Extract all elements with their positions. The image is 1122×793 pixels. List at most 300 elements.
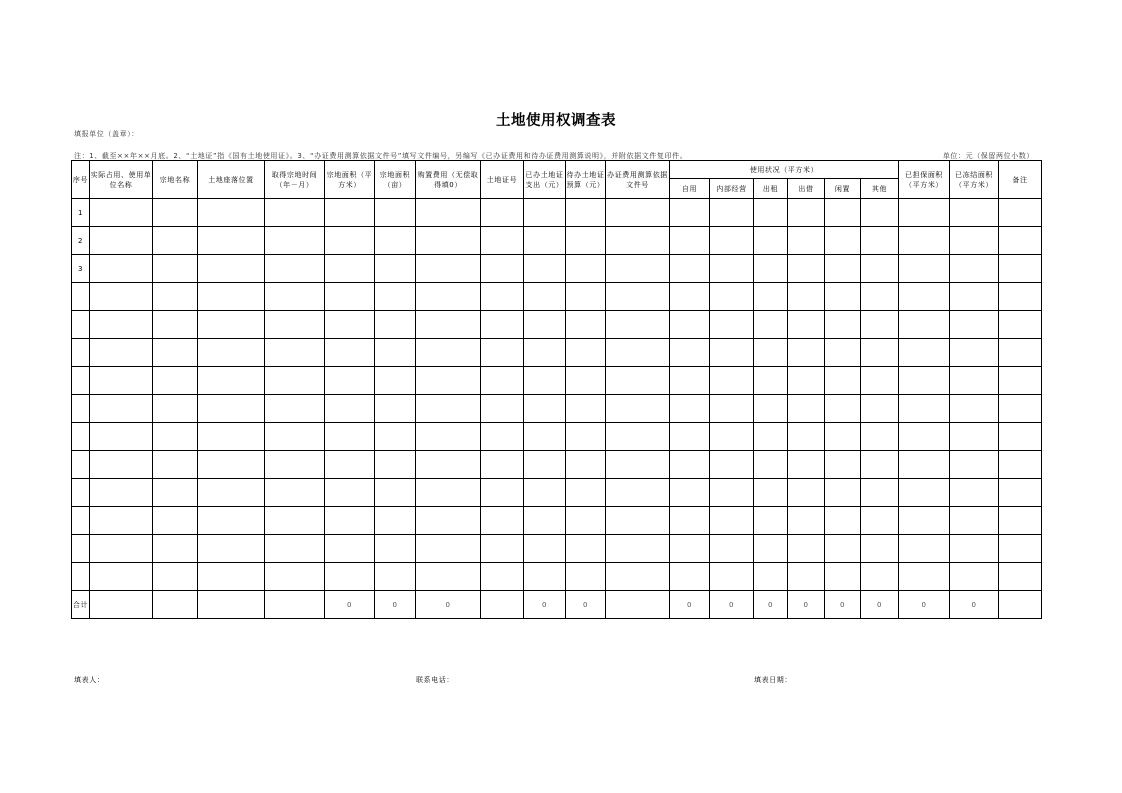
- table-cell[interactable]: [153, 451, 198, 479]
- table-cell[interactable]: [670, 367, 710, 395]
- table-cell[interactable]: [999, 199, 1042, 227]
- row-seq[interactable]: [72, 367, 90, 395]
- table-cell[interactable]: [481, 479, 524, 507]
- table-cell[interactable]: [90, 395, 153, 423]
- table-cell[interactable]: [754, 535, 788, 563]
- table-cell[interactable]: [710, 339, 754, 367]
- table-cell[interactable]: [153, 227, 198, 255]
- table-cell[interactable]: [670, 339, 710, 367]
- table-cell[interactable]: [788, 311, 825, 339]
- table-cell[interactable]: [861, 563, 899, 591]
- table-cell[interactable]: [198, 423, 265, 451]
- table-cell[interactable]: [899, 255, 950, 283]
- table-cell[interactable]: [265, 563, 325, 591]
- table-cell[interactable]: [375, 535, 416, 563]
- table-cell[interactable]: [481, 283, 524, 311]
- table-cell[interactable]: [524, 227, 566, 255]
- table-cell[interactable]: [481, 339, 524, 367]
- table-cell[interactable]: [606, 563, 670, 591]
- table-cell[interactable]: [899, 199, 950, 227]
- table-cell[interactable]: [375, 339, 416, 367]
- row-seq[interactable]: [72, 423, 90, 451]
- table-cell[interactable]: [153, 535, 198, 563]
- table-cell[interactable]: [999, 283, 1042, 311]
- table-cell[interactable]: [710, 227, 754, 255]
- table-cell[interactable]: [375, 479, 416, 507]
- table-cell[interactable]: [899, 395, 950, 423]
- table-cell[interactable]: [999, 535, 1042, 563]
- table-cell[interactable]: [899, 367, 950, 395]
- table-cell[interactable]: [825, 479, 861, 507]
- table-cell[interactable]: [375, 563, 416, 591]
- table-cell[interactable]: [375, 255, 416, 283]
- row-seq[interactable]: [72, 563, 90, 591]
- table-cell[interactable]: [754, 423, 788, 451]
- table-cell[interactable]: [825, 255, 861, 283]
- table-cell[interactable]: [90, 479, 153, 507]
- total-guaranteed[interactable]: 0: [899, 591, 950, 619]
- table-cell[interactable]: [198, 451, 265, 479]
- total-usage-other[interactable]: 0: [861, 591, 899, 619]
- table-cell[interactable]: [670, 451, 710, 479]
- table-cell[interactable]: [861, 451, 899, 479]
- table-cell[interactable]: [481, 535, 524, 563]
- table-cell[interactable]: [899, 227, 950, 255]
- table-cell[interactable]: [325, 423, 375, 451]
- row-seq[interactable]: [72, 507, 90, 535]
- table-cell[interactable]: [566, 395, 606, 423]
- row-seq[interactable]: [72, 451, 90, 479]
- table-cell[interactable]: [566, 283, 606, 311]
- table-cell[interactable]: [899, 563, 950, 591]
- table-cell[interactable]: [861, 311, 899, 339]
- table-cell[interactable]: [325, 199, 375, 227]
- table-cell[interactable]: [754, 227, 788, 255]
- table-cell[interactable]: [153, 311, 198, 339]
- table-cell[interactable]: [416, 199, 481, 227]
- table-cell[interactable]: [861, 507, 899, 535]
- table-cell[interactable]: [265, 199, 325, 227]
- table-cell[interactable]: [950, 535, 999, 563]
- table-cell[interactable]: [606, 479, 670, 507]
- table-cell[interactable]: [325, 311, 375, 339]
- table-cell[interactable]: [861, 367, 899, 395]
- table-cell[interactable]: [788, 395, 825, 423]
- total-purchase-cost[interactable]: 0: [416, 591, 481, 619]
- table-cell[interactable]: [670, 311, 710, 339]
- table-cell[interactable]: [950, 311, 999, 339]
- table-cell[interactable]: [710, 423, 754, 451]
- table-cell[interactable]: [899, 311, 950, 339]
- table-cell[interactable]: [999, 507, 1042, 535]
- table-cell[interactable]: [265, 591, 325, 619]
- table-cell[interactable]: [524, 199, 566, 227]
- table-cell[interactable]: [710, 255, 754, 283]
- table-cell[interactable]: [481, 227, 524, 255]
- table-cell[interactable]: [524, 367, 566, 395]
- table-cell[interactable]: [825, 507, 861, 535]
- table-cell[interactable]: [999, 395, 1042, 423]
- table-cell[interactable]: [710, 283, 754, 311]
- table-cell[interactable]: [825, 227, 861, 255]
- total-usage-self[interactable]: 0: [670, 591, 710, 619]
- table-cell[interactable]: [670, 227, 710, 255]
- table-cell[interactable]: [670, 507, 710, 535]
- table-cell[interactable]: [606, 507, 670, 535]
- table-cell[interactable]: [754, 311, 788, 339]
- table-cell[interactable]: [153, 367, 198, 395]
- table-cell[interactable]: [999, 563, 1042, 591]
- table-cell[interactable]: [606, 423, 670, 451]
- table-cell[interactable]: [999, 591, 1042, 619]
- table-cell[interactable]: [566, 423, 606, 451]
- table-cell[interactable]: [90, 535, 153, 563]
- row-seq[interactable]: [72, 395, 90, 423]
- table-cell[interactable]: [670, 199, 710, 227]
- table-cell[interactable]: [950, 451, 999, 479]
- table-cell[interactable]: [325, 367, 375, 395]
- table-cell[interactable]: [198, 227, 265, 255]
- table-cell[interactable]: [416, 535, 481, 563]
- row-seq[interactable]: 1: [72, 199, 90, 227]
- table-cell[interactable]: [754, 479, 788, 507]
- table-cell[interactable]: [754, 199, 788, 227]
- table-cell[interactable]: [999, 479, 1042, 507]
- table-cell[interactable]: [861, 283, 899, 311]
- table-cell[interactable]: [825, 395, 861, 423]
- table-cell[interactable]: [416, 339, 481, 367]
- table-cell[interactable]: [861, 535, 899, 563]
- table-cell[interactable]: [710, 311, 754, 339]
- table-cell[interactable]: [566, 311, 606, 339]
- table-cell[interactable]: [861, 479, 899, 507]
- table-cell[interactable]: [950, 283, 999, 311]
- table-cell[interactable]: [198, 255, 265, 283]
- table-cell[interactable]: [481, 563, 524, 591]
- table-cell[interactable]: [375, 507, 416, 535]
- table-cell[interactable]: [375, 227, 416, 255]
- table-cell[interactable]: [825, 367, 861, 395]
- table-cell[interactable]: [153, 507, 198, 535]
- table-cell[interactable]: [710, 199, 754, 227]
- table-cell[interactable]: [198, 507, 265, 535]
- table-cell[interactable]: [788, 423, 825, 451]
- total-usage-rent[interactable]: 0: [754, 591, 788, 619]
- table-cell[interactable]: [999, 227, 1042, 255]
- table-cell[interactable]: [710, 451, 754, 479]
- table-cell[interactable]: [566, 451, 606, 479]
- table-cell[interactable]: [90, 283, 153, 311]
- table-cell[interactable]: [899, 283, 950, 311]
- table-cell[interactable]: [265, 395, 325, 423]
- table-cell[interactable]: [198, 591, 265, 619]
- table-cell[interactable]: [416, 255, 481, 283]
- table-cell[interactable]: [416, 423, 481, 451]
- table-cell[interactable]: [861, 227, 899, 255]
- table-cell[interactable]: [416, 479, 481, 507]
- table-cell[interactable]: [265, 227, 325, 255]
- table-cell[interactable]: [999, 423, 1042, 451]
- table-cell[interactable]: [90, 563, 153, 591]
- table-cell[interactable]: [670, 563, 710, 591]
- table-cell[interactable]: [198, 395, 265, 423]
- table-cell[interactable]: [153, 199, 198, 227]
- table-cell[interactable]: [899, 507, 950, 535]
- table-cell[interactable]: [90, 367, 153, 395]
- table-cell[interactable]: [524, 507, 566, 535]
- table-cell[interactable]: [481, 591, 524, 619]
- table-cell[interactable]: [375, 451, 416, 479]
- table-cell[interactable]: [670, 535, 710, 563]
- table-cell[interactable]: [606, 199, 670, 227]
- table-cell[interactable]: [861, 255, 899, 283]
- table-cell[interactable]: [524, 479, 566, 507]
- table-cell[interactable]: [198, 283, 265, 311]
- table-cell[interactable]: [481, 199, 524, 227]
- table-cell[interactable]: [788, 507, 825, 535]
- table-cell[interactable]: [416, 451, 481, 479]
- table-cell[interactable]: [670, 395, 710, 423]
- table-cell[interactable]: [606, 367, 670, 395]
- table-cell[interactable]: [950, 367, 999, 395]
- total-pending[interactable]: 0: [566, 591, 606, 619]
- table-cell[interactable]: [825, 423, 861, 451]
- table-cell[interactable]: [153, 479, 198, 507]
- table-cell[interactable]: [999, 339, 1042, 367]
- table-cell[interactable]: [754, 283, 788, 311]
- table-cell[interactable]: [566, 507, 606, 535]
- table-cell[interactable]: [265, 423, 325, 451]
- table-cell[interactable]: [153, 563, 198, 591]
- table-cell[interactable]: [710, 395, 754, 423]
- table-cell[interactable]: [375, 283, 416, 311]
- total-area-mu[interactable]: 0: [375, 591, 416, 619]
- table-cell[interactable]: [566, 479, 606, 507]
- table-cell[interactable]: [153, 339, 198, 367]
- table-cell[interactable]: [265, 283, 325, 311]
- row-seq[interactable]: 3: [72, 255, 90, 283]
- table-cell[interactable]: [950, 339, 999, 367]
- table-cell[interactable]: [861, 199, 899, 227]
- table-cell[interactable]: [788, 227, 825, 255]
- table-cell[interactable]: [606, 227, 670, 255]
- table-cell[interactable]: [375, 423, 416, 451]
- row-seq[interactable]: [72, 283, 90, 311]
- table-cell[interactable]: [90, 311, 153, 339]
- table-cell[interactable]: [710, 563, 754, 591]
- table-cell[interactable]: [153, 255, 198, 283]
- table-cell[interactable]: [524, 255, 566, 283]
- table-cell[interactable]: [566, 339, 606, 367]
- table-cell[interactable]: [198, 311, 265, 339]
- table-cell[interactable]: [670, 479, 710, 507]
- table-cell[interactable]: [861, 395, 899, 423]
- table-cell[interactable]: [416, 507, 481, 535]
- table-cell[interactable]: [754, 563, 788, 591]
- table-cell[interactable]: [481, 395, 524, 423]
- table-cell[interactable]: [416, 563, 481, 591]
- table-cell[interactable]: [325, 339, 375, 367]
- table-cell[interactable]: [950, 227, 999, 255]
- table-cell[interactable]: [325, 395, 375, 423]
- table-cell[interactable]: [788, 367, 825, 395]
- table-cell[interactable]: [481, 451, 524, 479]
- row-seq[interactable]: [72, 535, 90, 563]
- table-cell[interactable]: [899, 423, 950, 451]
- table-cell[interactable]: [754, 339, 788, 367]
- total-usage-lend[interactable]: 0: [788, 591, 825, 619]
- table-cell[interactable]: [416, 227, 481, 255]
- table-cell[interactable]: [788, 535, 825, 563]
- table-cell[interactable]: [710, 367, 754, 395]
- table-cell[interactable]: [325, 283, 375, 311]
- table-cell[interactable]: [606, 535, 670, 563]
- table-cell[interactable]: [90, 423, 153, 451]
- table-cell[interactable]: [950, 563, 999, 591]
- table-cell[interactable]: [950, 423, 999, 451]
- table-cell[interactable]: [788, 339, 825, 367]
- table-cell[interactable]: [566, 535, 606, 563]
- table-cell[interactable]: [825, 199, 861, 227]
- table-cell[interactable]: [524, 423, 566, 451]
- table-cell[interactable]: [481, 255, 524, 283]
- table-cell[interactable]: [606, 339, 670, 367]
- table-cell[interactable]: [524, 563, 566, 591]
- table-cell[interactable]: [524, 395, 566, 423]
- table-cell[interactable]: [524, 535, 566, 563]
- table-cell[interactable]: [481, 423, 524, 451]
- table-cell[interactable]: [950, 255, 999, 283]
- table-cell[interactable]: [566, 563, 606, 591]
- table-cell[interactable]: [788, 255, 825, 283]
- table-cell[interactable]: [325, 507, 375, 535]
- table-cell[interactable]: [606, 283, 670, 311]
- total-area-sqm[interactable]: 0: [325, 591, 375, 619]
- table-cell[interactable]: [416, 283, 481, 311]
- table-cell[interactable]: [481, 311, 524, 339]
- table-cell[interactable]: [825, 339, 861, 367]
- table-cell[interactable]: [606, 591, 670, 619]
- table-cell[interactable]: [899, 479, 950, 507]
- table-cell[interactable]: [861, 339, 899, 367]
- table-cell[interactable]: [788, 451, 825, 479]
- table-cell[interactable]: [670, 423, 710, 451]
- table-cell[interactable]: [375, 199, 416, 227]
- table-cell[interactable]: [754, 255, 788, 283]
- row-seq[interactable]: 2: [72, 227, 90, 255]
- table-cell[interactable]: [90, 451, 153, 479]
- table-cell[interactable]: [999, 311, 1042, 339]
- table-cell[interactable]: [265, 507, 325, 535]
- table-cell[interactable]: [825, 563, 861, 591]
- table-cell[interactable]: [524, 451, 566, 479]
- table-cell[interactable]: [899, 339, 950, 367]
- table-cell[interactable]: [375, 367, 416, 395]
- table-cell[interactable]: [90, 591, 153, 619]
- table-cell[interactable]: [325, 563, 375, 591]
- table-cell[interactable]: [198, 199, 265, 227]
- table-cell[interactable]: [950, 479, 999, 507]
- table-cell[interactable]: [325, 479, 375, 507]
- table-cell[interactable]: [950, 507, 999, 535]
- table-cell[interactable]: [606, 451, 670, 479]
- table-cell[interactable]: [90, 199, 153, 227]
- table-cell[interactable]: [198, 367, 265, 395]
- table-cell[interactable]: [999, 255, 1042, 283]
- table-cell[interactable]: [999, 451, 1042, 479]
- table-cell[interactable]: [899, 451, 950, 479]
- table-cell[interactable]: [265, 339, 325, 367]
- table-cell[interactable]: [524, 283, 566, 311]
- table-cell[interactable]: [788, 563, 825, 591]
- table-cell[interactable]: [754, 395, 788, 423]
- table-cell[interactable]: [265, 311, 325, 339]
- table-cell[interactable]: [416, 395, 481, 423]
- table-cell[interactable]: [153, 395, 198, 423]
- table-cell[interactable]: [825, 451, 861, 479]
- total-frozen[interactable]: 0: [950, 591, 999, 619]
- table-cell[interactable]: [861, 423, 899, 451]
- table-cell[interactable]: [325, 227, 375, 255]
- table-cell[interactable]: [524, 311, 566, 339]
- table-cell[interactable]: [416, 367, 481, 395]
- table-cell[interactable]: [566, 199, 606, 227]
- row-seq[interactable]: [72, 479, 90, 507]
- table-cell[interactable]: [950, 395, 999, 423]
- table-cell[interactable]: [825, 311, 861, 339]
- table-cell[interactable]: [670, 283, 710, 311]
- table-cell[interactable]: [153, 591, 198, 619]
- table-cell[interactable]: [265, 451, 325, 479]
- table-cell[interactable]: [566, 367, 606, 395]
- table-cell[interactable]: [198, 535, 265, 563]
- table-cell[interactable]: [710, 535, 754, 563]
- total-paid[interactable]: 0: [524, 591, 566, 619]
- table-cell[interactable]: [481, 367, 524, 395]
- table-cell[interactable]: [481, 507, 524, 535]
- table-cell[interactable]: [670, 255, 710, 283]
- table-cell[interactable]: [265, 535, 325, 563]
- table-cell[interactable]: [606, 311, 670, 339]
- table-cell[interactable]: [198, 479, 265, 507]
- table-cell[interactable]: [788, 199, 825, 227]
- row-seq[interactable]: [72, 339, 90, 367]
- table-cell[interactable]: [265, 367, 325, 395]
- table-cell[interactable]: [606, 395, 670, 423]
- total-usage-internal[interactable]: 0: [710, 591, 754, 619]
- table-cell[interactable]: [198, 339, 265, 367]
- table-cell[interactable]: [90, 339, 153, 367]
- row-seq[interactable]: [72, 311, 90, 339]
- table-cell[interactable]: [754, 451, 788, 479]
- table-cell[interactable]: [153, 423, 198, 451]
- table-cell[interactable]: [606, 255, 670, 283]
- table-cell[interactable]: [788, 283, 825, 311]
- table-cell[interactable]: [90, 255, 153, 283]
- table-cell[interactable]: [90, 227, 153, 255]
- table-cell[interactable]: [325, 535, 375, 563]
- table-cell[interactable]: [999, 367, 1042, 395]
- table-cell[interactable]: [825, 283, 861, 311]
- table-cell[interactable]: [375, 311, 416, 339]
- table-cell[interactable]: [325, 255, 375, 283]
- table-cell[interactable]: [265, 255, 325, 283]
- table-cell[interactable]: [566, 227, 606, 255]
- table-cell[interactable]: [198, 563, 265, 591]
- table-cell[interactable]: [754, 367, 788, 395]
- table-cell[interactable]: [899, 535, 950, 563]
- total-usage-idle[interactable]: 0: [825, 591, 861, 619]
